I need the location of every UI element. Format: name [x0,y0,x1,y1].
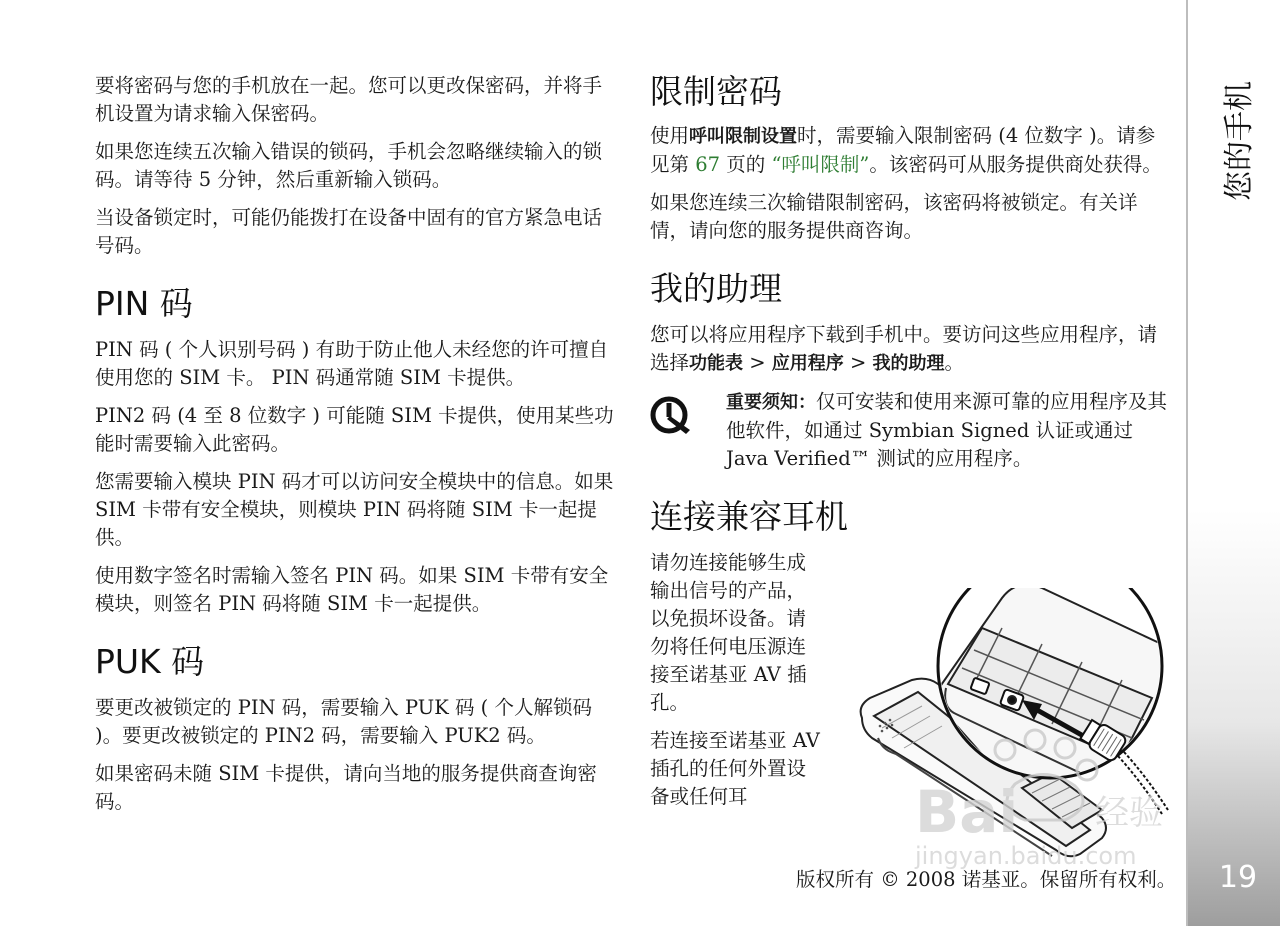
svg-text:Bai: Bai [915,778,1019,846]
svg-text:jingyan.baidu.com: jingyan.baidu.com [915,842,1137,870]
call-barring-setting-label: 呼叫限制设置 [689,126,798,147]
puk-paragraph-2: 如果密码未随 SIM 卡提供，请向当地的服务提供商查询密码。 [95,762,597,813]
barring-paragraph-2: 如果您连续三次输错限制密码，该密码将被锁定。有关详情，请向您的服务提供商咨询。 [650,191,1138,242]
headset-paragraph-2: 若连接至诺基亚 AV 插孔的任何外置设备或任何耳 [650,729,820,808]
page-number: 19 [1218,860,1258,895]
puk-paragraph-1: 要更改被锁定的 PIN 码，需要输入 PUK 码 ( 个人解锁码 )。要更改被锁定的 PIN2 码，需要输入 PUK2 码。 [95,696,592,747]
section-tab [1214,76,1258,206]
intro-paragraph-1: 要将密码与您的手机放在一起。您可以更改保密码，并将手机设置为请求输入保密码。 [95,74,603,125]
important-notice-icon [650,394,692,436]
pin-heading: PIN 码 [95,284,193,323]
important-notice [650,388,1170,473]
menu-path-applications: 应用程序 [771,353,844,374]
intro-paragraph-3: 当设备锁定时，可能仍能拨打在设备中固有的官方紧急电话号码。 [95,206,603,257]
section-tab-label: 您的手机 [1222,81,1257,201]
puk-heading: PUK 码 [95,642,205,681]
headset-heading: 连接兼容耳机 [650,497,848,536]
barring-paragraph-1: 使用呼叫限制设置时，需要输入限制密码 (4 位数字 )。请参见第 67 页的 “呼叫限制”。该密码可从服务提供商处获得。 [650,124,1162,176]
pin-paragraph-2: PIN2 码 (4 至 8 位数字 ) 可能随 SIM 卡提供，使用某些功能时需要输入此密码。 [95,404,614,455]
pin-paragraph-1: PIN 码 ( 个人识别号码 ) 有助于防止他人未经您的许可擅自使用您的 SIM 卡。 PIN 码通常随 SIM 卡提供。 [95,338,609,389]
menu-path-my-assistant: 我的助理 [872,353,945,374]
pin-paragraph-3: 您需要输入模块 PIN 码才可以访问安全模块中的信息。如果 SIM 卡带有安全模块，则模块 PIN 码将随 SIM 卡一起提供。 [95,470,614,549]
pin-paragraph-4: 使用数字签名时需输入签名 PIN 码。如果 SIM 卡带有安全模块，则签名 PIN 码将随 SIM 卡一起提供。 [95,564,609,615]
left-column [95,72,620,826]
watermark-logo [895,724,1195,874]
svg-text:经验: 经验 [1095,793,1163,833]
assistant-paragraph: 您可以将应用程序下载到手机中。要访问这些应用程序，请选择功能表 > 应用程序 > 我的助理。 [650,323,1158,374]
assistant-heading: 我的助理 [650,269,782,308]
intro-paragraph-2: 如果您连续五次输入错误的锁码，手机会忽略继续输入的锁码。请等待 5 分钟，然后重新输入锁码。 [95,140,603,191]
menu-path-functions: 功能表 [689,353,744,374]
call-barring-link[interactable]: “呼叫限制” [771,153,870,176]
page-reference[interactable]: 67 [695,153,721,176]
barring-heading: 限制密码 [650,72,782,111]
headset-paragraph-1: 请勿连接能够生成输出信号的产品，以免损坏设备。请勿将任何电压源连接至诺基亚 AV 插孔。 [650,551,807,714]
notice-label: 重要须知： [726,392,816,413]
copyright-footer: 版权所有 © 2008 诺基亚。保留所有权利。 [796,868,1177,891]
notice-text: 重要须知：仅可安装和使用来源可靠的应用程序及其他软件，如通过 Symbian Signed 认证或通过 Java Verified™ 测试的应用程序。 [726,390,1168,470]
